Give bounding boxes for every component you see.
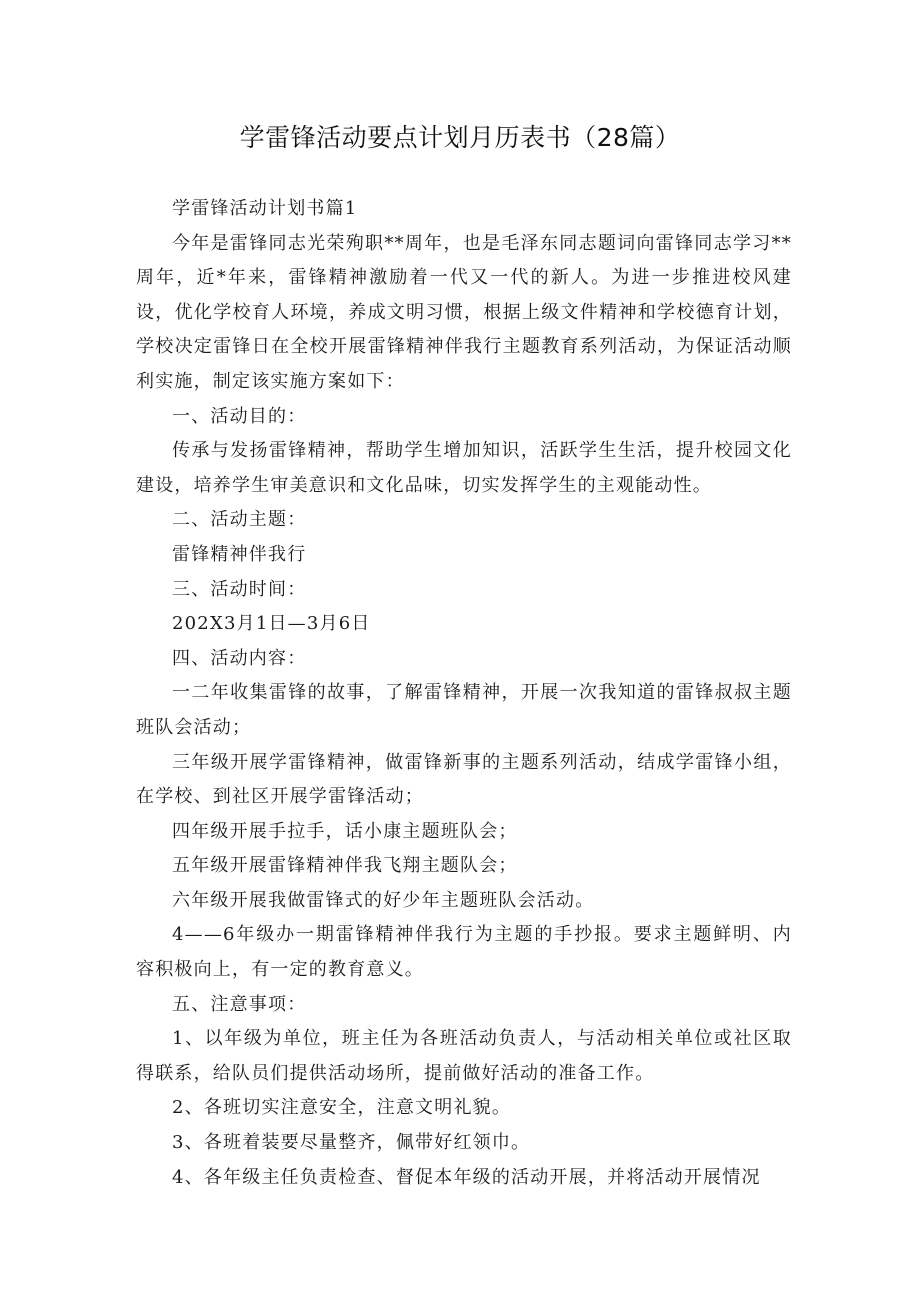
note-item-1: 1、以年级为单位，班主任为各班活动负责人，与活动相关单位或社区取得联系，给队员们提供活动场所，提前做好活动的准备工作。	[136, 1028, 792, 1084]
note-item-4: 4、各年级主任负责检查、督促本年级的活动开展，并将活动开展情况	[172, 1166, 761, 1188]
paragraph-grade-1-2: 一二年收集雷锋的故事，了解雷锋精神，开展一次我知道的雷锋叔叔主题班队会活动；	[136, 682, 792, 738]
paragraph-purpose: 传承与发扬雷锋精神，帮助学生增加知识，活跃学生生活，提升校园文化建设，培养学生审美意识和文化品味，切实发挥学生的主观能动性。	[136, 440, 792, 496]
document-title: 学雷锋活动要点计划月历表书（28篇）	[239, 123, 681, 152]
paragraph-grade-3: 三年级开展学雷锋精神，做雷锋新事的主题系列活动，结成学雷锋小组，在学校、到社区开展学雷锋活动；	[136, 751, 792, 808]
paragraph-theme: 雷锋精神伴我行	[172, 543, 307, 565]
section-heading: 学雷锋活动计划书篇1	[172, 198, 358, 219]
heading-content: 四、活动内容：	[172, 647, 307, 669]
paragraph-intro: 今年是雷锋同志光荣殉职**周年，也是毛泽东同志题词向雷锋同志学习**周年，近*年来，雷锋精神激励着一代又一代的新人。为进一步推进校风建设，优化学校育人环境，养成文明习惯，根据上级文件精神和学校德育计划，学校决定雷锋日在全校开展雷锋精神伴我行主题教育系列活动，为保证活动顺利实施，制定该实施方案如下：	[136, 232, 792, 392]
paragraph-grade-4: 四年级开展手拉手，话小康主题班队会；	[172, 820, 518, 842]
paragraph-grade-6: 六年级开展我做雷锋式的好少年主题班队会活动。	[172, 889, 595, 911]
heading-notes: 五、注意事项：	[172, 993, 307, 1015]
document-body	[136, 192, 792, 1195]
note-item-3: 3、各班着装要尽量整齐，佩带好红领巾。	[172, 1132, 531, 1154]
heading-theme: 二、活动主题：	[172, 509, 307, 531]
paragraph-grade-4-6: 4——6年级办一期雷锋精神伴我行为主题的手抄报。要求主题鲜明、内容积极向上，有一定的教育意义。	[136, 924, 792, 981]
paragraph-grade-5: 五年级开展雷锋精神伴我飞翔主题队会；	[172, 855, 518, 877]
paragraph-time: 202X3月1日—3月6日	[172, 613, 371, 635]
note-item-2: 2、各班切实注意安全，注意文明礼貌。	[172, 1097, 512, 1119]
heading-purpose: 一、活动目的：	[172, 405, 307, 427]
heading-time: 三、活动时间：	[172, 578, 307, 600]
